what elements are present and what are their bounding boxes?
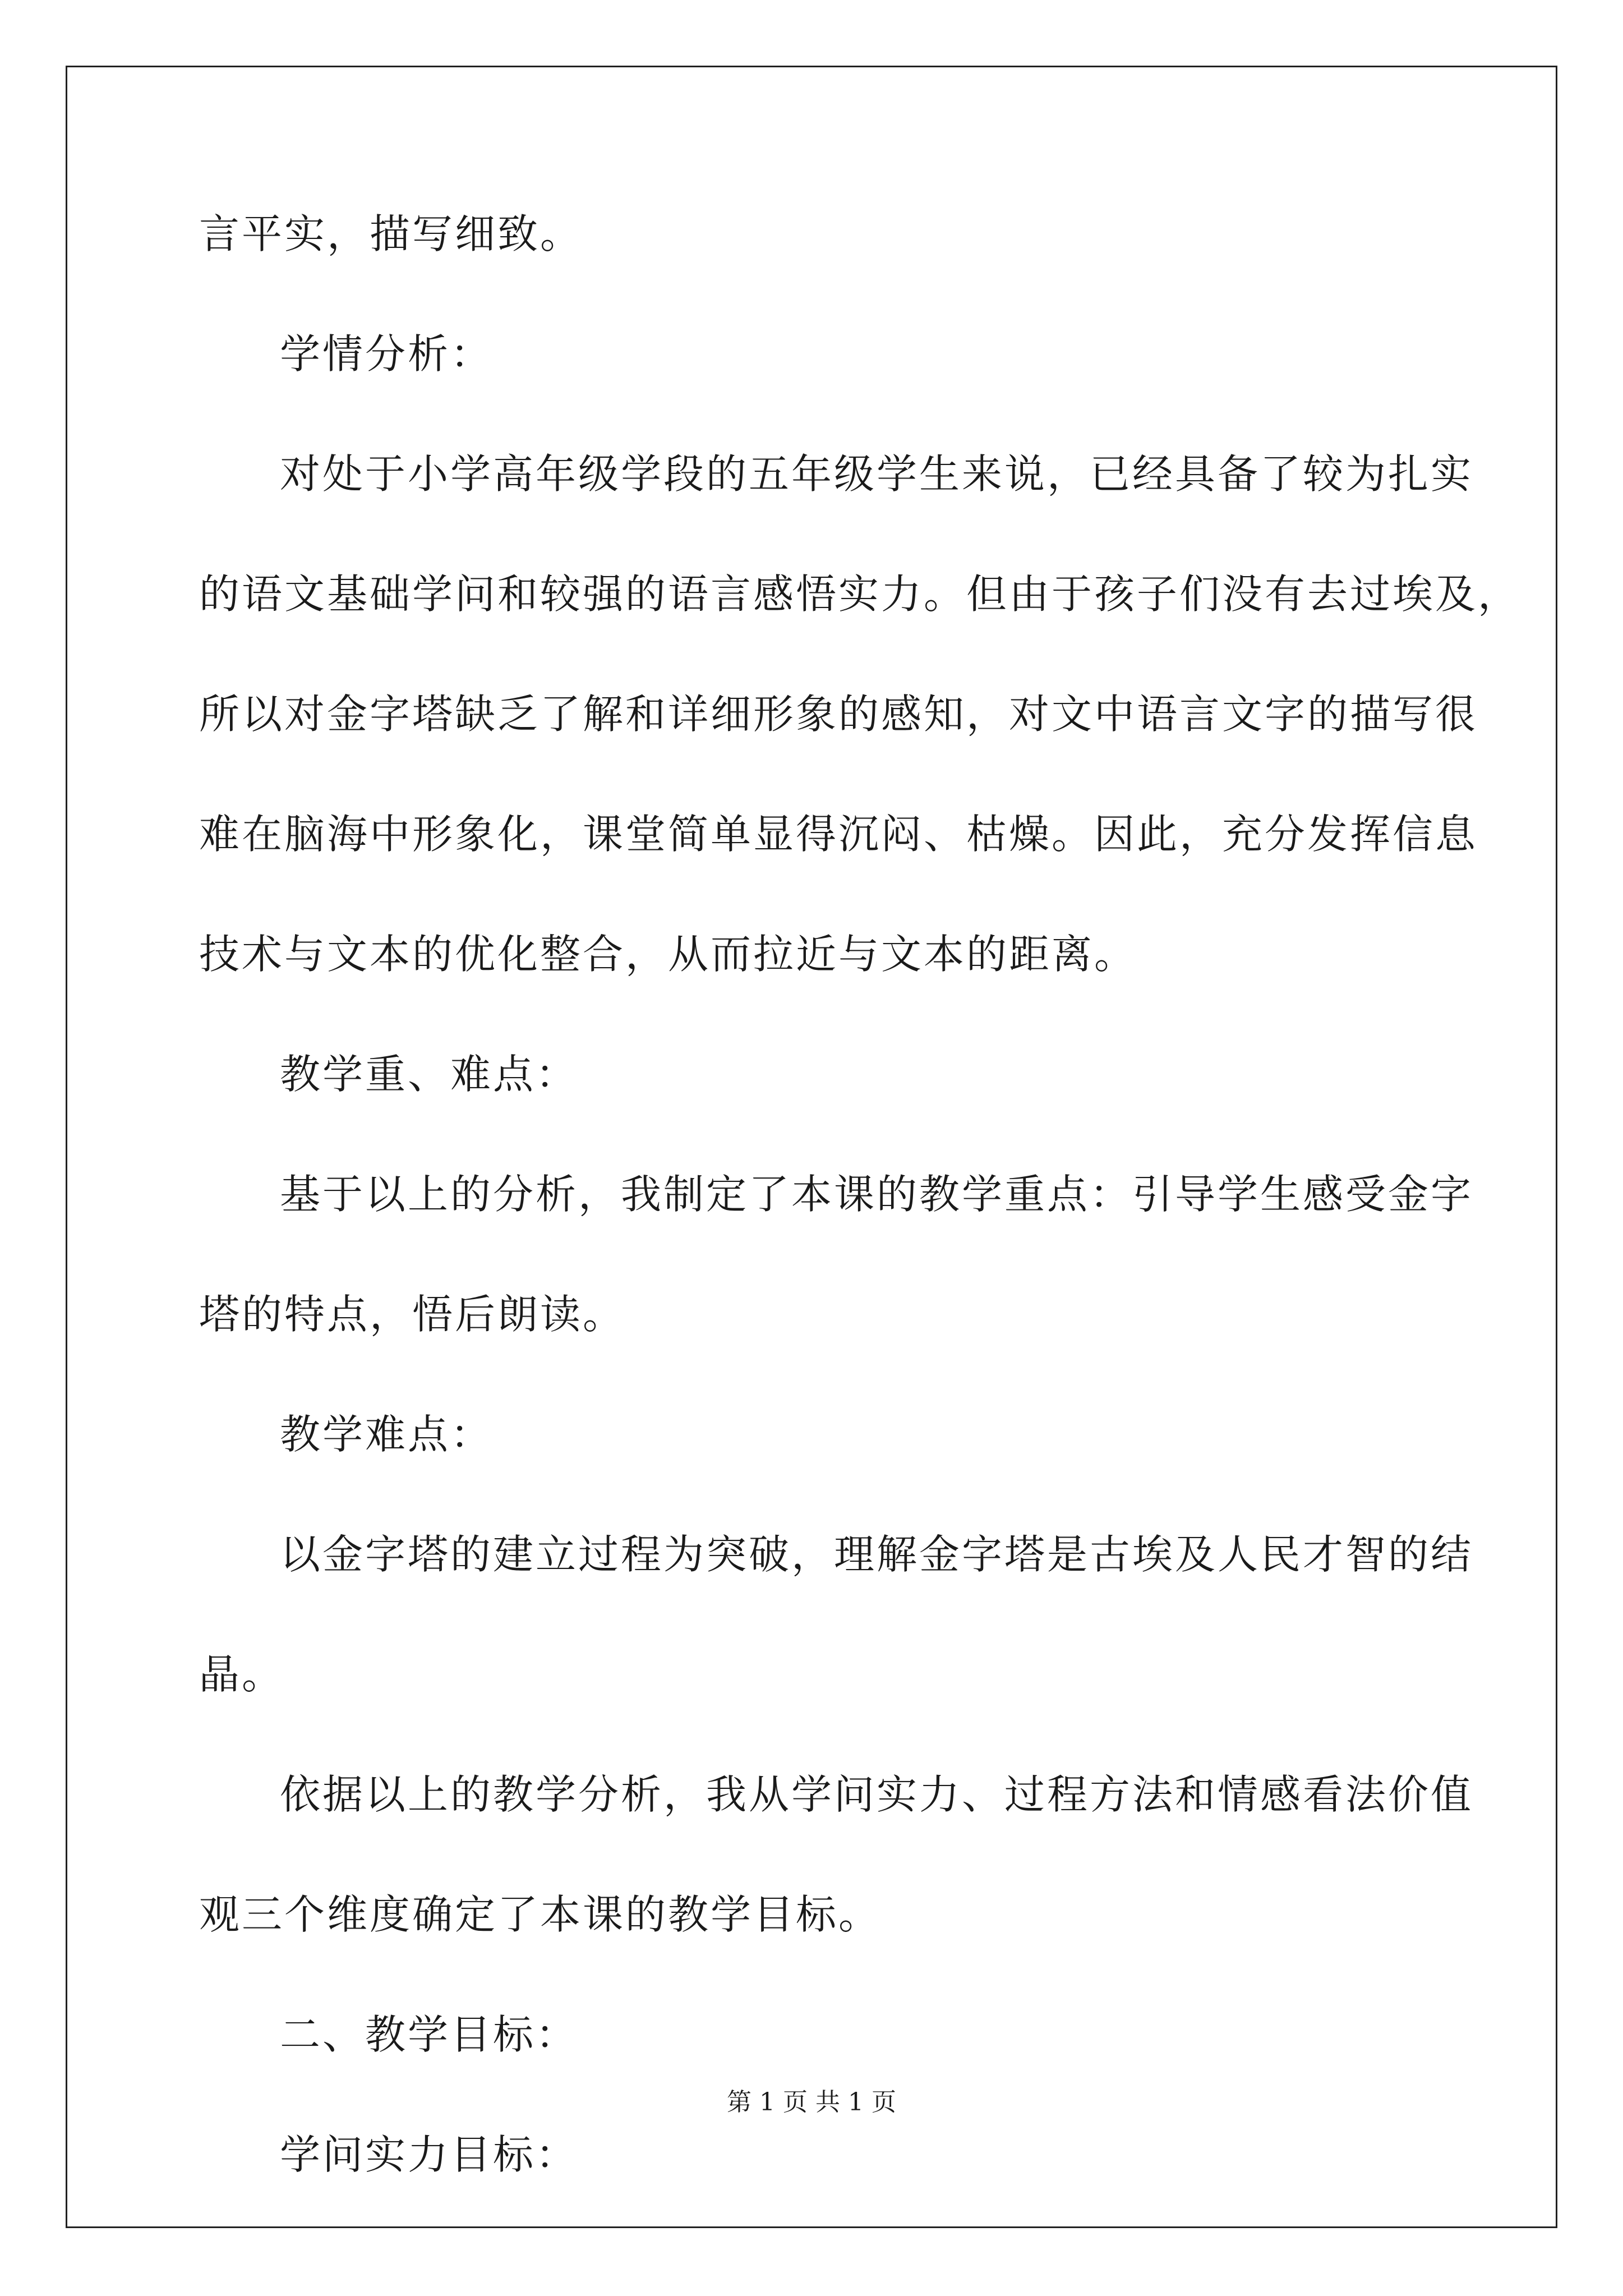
section-heading: 教学难点： <box>280 1411 494 1458</box>
text-line: 难在脑海中形象化，课堂简单显得沉闷、枯燥。因此，充分发挥信息 <box>199 811 1478 858</box>
section-heading: 学问实力目标： <box>280 2131 579 2178</box>
section-heading: 学情分析： <box>280 330 494 378</box>
section-heading: 教学重、难点： <box>280 1051 579 1098</box>
text-line: 依据以上的教学分析，我从学问实力、过程方法和情感看法价值 <box>280 1771 1474 1818</box>
page-number-footer: 第 1 页 共 1 页 <box>727 2088 896 2116</box>
text-line: 晶。 <box>199 1651 285 1698</box>
text-line: 所以对金字塔缺乏了解和详细形象的感知，对文中语言文字的描写很 <box>199 691 1478 738</box>
text-line: 言平实，描写细致。 <box>199 210 583 257</box>
text-line: 技术与文本的优化整合，从而拉近与文本的距离。 <box>199 931 1137 978</box>
section-heading: 二、教学目标： <box>280 2011 579 2058</box>
text-line: 观三个维度确定了本课的教学目标。 <box>199 1891 882 1938</box>
text-line: 塔的特点，悟后朗读。 <box>199 1291 626 1338</box>
text-line: 基于以上的分析，我制定了本课的教学重点：引导学生感受金字 <box>280 1171 1474 1218</box>
text-line: 的语文基础学问和较强的语言感悟实力。但由于孩子们没有去过埃及， <box>199 570 1521 618</box>
text-line: 对处于小学高年级学段的五年级学生来说，已经具备了较为扎实 <box>280 450 1474 498</box>
text-line: 以金字塔的建立过程为突破，理解金字塔是古埃及人民才智的结 <box>280 1531 1474 1578</box>
